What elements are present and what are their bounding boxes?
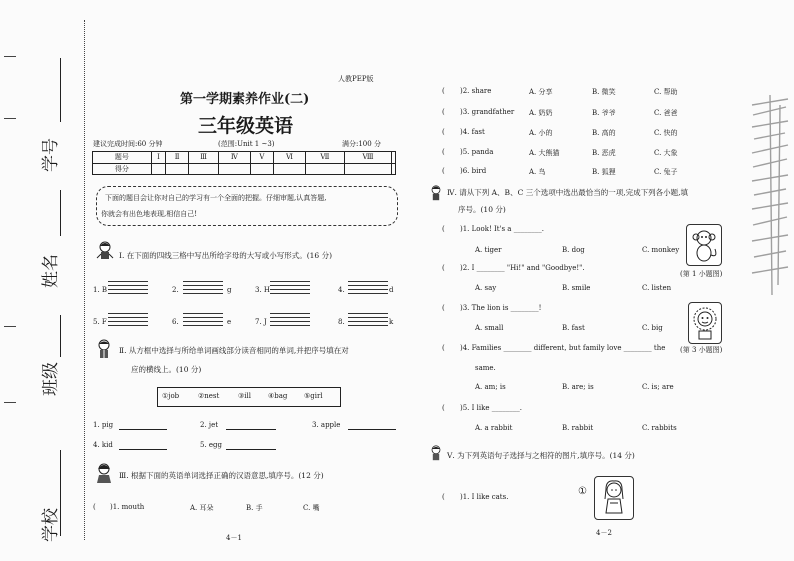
sec3-question: )4. fast: [460, 128, 485, 136]
student-icon: [428, 443, 444, 463]
four-line-grid[interactable]: [108, 313, 148, 327]
scan-artifact: [750, 95, 790, 295]
score-cell: 得分: [93, 163, 152, 175]
sec4-question: )4. Families ________ different, but family love ________ the: [460, 344, 666, 352]
sec4-option-b: B. smile: [562, 284, 591, 292]
q4-letter: d: [389, 286, 394, 294]
page-title: 三年级英语: [198, 115, 294, 137]
bracket-open[interactable]: (: [93, 503, 96, 511]
girl-icon: [595, 477, 633, 519]
four-line-grid[interactable]: [270, 281, 310, 295]
score-cell[interactable]: [344, 163, 391, 175]
section-4-heading-2: 序号。(10 分): [458, 205, 506, 214]
word-option: ⑤girl: [304, 392, 323, 400]
four-line-grid[interactable]: [348, 281, 388, 295]
section-2-heading-1: Ⅱ. 从方框中选择与所给单词画线部分读音相同的单词,并把序号填在对: [119, 346, 349, 355]
class-label: 班级: [41, 362, 61, 396]
sec2-item: 4. kid: [93, 441, 113, 449]
q7-label: 7. J: [255, 318, 267, 326]
score-cell[interactable]: [219, 163, 250, 175]
sec3-question: )1. mouth: [110, 503, 145, 511]
lion-icon: [689, 303, 721, 343]
girl-picture: [594, 476, 634, 520]
sec3-option-b: B. 手: [246, 504, 263, 512]
school-label: 学校: [41, 508, 61, 542]
sec3-question: )2. share: [460, 87, 492, 95]
sec4-option-c: C. listen: [642, 284, 672, 292]
bracket-open[interactable]: (: [442, 304, 445, 312]
name-label: 姓名: [41, 254, 61, 288]
q8-label: 8.: [338, 318, 345, 326]
score-header-cell: Ⅳ: [219, 152, 250, 164]
section-4-heading-1: Ⅳ. 请从下列 A、B、C 三个选项中选出最恰当的一项,完成下列各小题,填: [447, 188, 688, 197]
section-1-heading: Ⅰ. 在下面的四线三格中写出所给字母的大写或小写形式。(16 分): [119, 251, 333, 260]
score-cell[interactable]: [188, 163, 218, 175]
section-2-heading-2: 应的横线上。(10 分): [131, 365, 202, 374]
sec5-question: )1. I like cats.: [460, 493, 509, 501]
time-hint: 建议完成时间:60 分钟: [93, 140, 163, 148]
sec2-item: 1. pig: [93, 421, 114, 429]
q4-label: 4.: [338, 286, 345, 294]
score-header-cell: Ⅷ: [344, 152, 391, 164]
sec3-option-b: B. 爷爷: [592, 109, 616, 117]
sec4-question: )3. The lion is ________!: [460, 304, 542, 312]
sec3-option-c: C. 大象: [654, 149, 678, 157]
bracket-open[interactable]: (: [442, 128, 445, 136]
sec4-option-a: A. am; is: [475, 383, 506, 391]
sec4-option-b: B. dog: [562, 246, 585, 254]
lion-picture: [688, 302, 722, 344]
four-line-grid[interactable]: [183, 281, 223, 295]
number-label: 学号: [41, 138, 61, 172]
monkey-icon: [687, 225, 721, 265]
student-icon: [428, 183, 444, 203]
word-option-box: [157, 387, 341, 407]
sec4-option-b: B. fast: [562, 324, 585, 332]
sec4-option-c: C. is; are: [642, 383, 674, 391]
score-header-cell: Ⅲ: [188, 152, 218, 164]
sec3-option-c: C. 快的: [654, 129, 678, 137]
score-header-cell: [392, 152, 396, 164]
sec4-option-c: C. big: [642, 324, 663, 332]
bracket-open[interactable]: (: [442, 493, 445, 501]
score-header-cell: Ⅴ: [250, 152, 274, 164]
q6-letter: e: [227, 318, 232, 326]
four-line-grid[interactable]: [270, 313, 310, 327]
score-header-cell: Ⅵ: [274, 152, 305, 164]
sec3-option-c: C. 爸爸: [654, 109, 678, 117]
right-page-number: 4－2: [596, 529, 612, 537]
monkey-picture: [686, 224, 722, 266]
word-option: ①job: [162, 392, 180, 400]
binding-tick-marks: [4, 0, 20, 561]
score-header-cell: Ⅰ: [151, 152, 166, 164]
sec4-option-a: A. small: [475, 324, 504, 332]
number-line: [60, 58, 61, 122]
sec2-item: 2. jet: [200, 421, 219, 429]
bracket-open[interactable]: (: [442, 225, 445, 233]
score-cell[interactable]: [250, 163, 274, 175]
q5-label: 5. F: [93, 318, 107, 326]
score-table: [92, 151, 396, 175]
caption-3: (第 3 小题图): [680, 346, 723, 354]
answer-blank[interactable]: [226, 429, 276, 430]
sec3-option-c: C. 兔子: [654, 168, 678, 176]
sec3-option-b: B. 恶虎: [592, 149, 616, 157]
class-line: [60, 315, 61, 357]
sec3-option-a: A. 鸟: [529, 168, 546, 176]
sec3-option-a: A. 大熊猫: [529, 149, 560, 157]
four-line-grid[interactable]: [108, 281, 148, 295]
sec4-question: )5. I like ________.: [460, 404, 522, 412]
bracket-open[interactable]: (: [442, 167, 445, 175]
full-score: 满分:100 分: [342, 140, 381, 148]
left-page-number: 4－1: [226, 534, 242, 542]
student-icon: [95, 240, 115, 262]
notice-line-1: 下面的题目会让你对自己的学习有一个全面的把握。仔细审题,认真答题,: [105, 194, 327, 202]
sec4-option-a: A. say: [475, 284, 497, 292]
four-line-grid[interactable]: [183, 313, 223, 327]
sec4-question: )1. Look! It's a ________.: [460, 225, 544, 233]
sec3-option-a: A. 耳朵: [190, 504, 214, 512]
score-header-cell: 题号: [93, 152, 152, 164]
q2-letter: g: [227, 286, 232, 294]
word-option: ②nest: [198, 392, 220, 400]
sec3-option-b: B. 微笑: [592, 88, 616, 96]
binding-dotted-line: [84, 20, 85, 540]
sec4-option-a: A. tiger: [475, 246, 502, 254]
score-cell[interactable]: [305, 163, 344, 175]
bracket-open[interactable]: (: [442, 404, 445, 412]
answer-blank[interactable]: [119, 429, 167, 430]
sec4-option-c: C. monkey: [642, 246, 680, 254]
q3-label: 3. H: [255, 286, 271, 294]
sec3-option-a: A. 奶奶: [529, 109, 553, 117]
score-cell[interactable]: [166, 163, 189, 175]
sec3-option-c: C. 嘴: [303, 504, 320, 512]
answer-blank[interactable]: [226, 449, 276, 450]
answer-blank[interactable]: [119, 449, 167, 450]
score-cell[interactable]: [392, 163, 396, 175]
notice-line-2: 你就会有出色地表现,相信自己!: [101, 210, 198, 218]
notice-box: [96, 186, 398, 226]
q1-label: 1. B: [93, 286, 108, 294]
sec3-option-b: B. 高的: [592, 129, 616, 137]
sec2-item: 5. egg: [200, 441, 223, 449]
sec3-question: )5. panda: [460, 148, 494, 156]
sec4-option-a: A. a rabbit: [475, 424, 513, 432]
unit-range: (范围:Unit 1 ~3): [218, 140, 275, 148]
section-3-heading: Ⅲ. 根据下面的英语单词选择正确的汉语意思,填序号。(12 分): [119, 471, 324, 480]
edition-label: 人教PEP版: [338, 75, 374, 83]
picture-number: ①: [578, 486, 587, 497]
series-title: 第一学期素养作业(二): [180, 92, 310, 107]
bracket-open[interactable]: (: [442, 344, 445, 352]
name-line: [60, 190, 61, 236]
sec4-option-c: C. rabbits: [642, 424, 677, 432]
q6-label: 6.: [172, 318, 179, 326]
sec3-question: )6. bird: [460, 167, 487, 175]
bracket-open[interactable]: (: [442, 264, 445, 272]
score-header-cell: Ⅱ: [166, 152, 189, 164]
word-option: ④bag: [268, 392, 288, 400]
caption-1: (第 1 小题图): [680, 270, 723, 278]
sec4-question-cont: same.: [475, 364, 496, 372]
answer-blank[interactable]: [348, 429, 396, 430]
student-icon: [94, 338, 114, 360]
school-line: [60, 450, 61, 536]
sec3-option-c: C. 帮助: [654, 88, 678, 96]
student-icon: [94, 462, 114, 484]
sec3-option-a: A. 小的: [529, 129, 553, 137]
q2-label: 2.: [172, 286, 179, 294]
bracket-open[interactable]: (: [442, 108, 445, 116]
sec4-option-b: B. are; is: [562, 383, 594, 391]
sec3-option-a: A. 分享: [529, 88, 553, 96]
sec4-question: )2. I ________ "Hi!" and "Goodbye!".: [460, 264, 585, 272]
section-5-heading: Ⅴ. 为下列英语句子选择与之相符的图片,填序号。(14 分): [447, 451, 635, 460]
sec4-option-b: B. rabbit: [562, 424, 594, 432]
word-option: ③ill: [238, 392, 251, 400]
q8-letter: k: [389, 318, 394, 326]
four-line-grid[interactable]: [348, 313, 388, 327]
score-header-cell: Ⅶ: [305, 152, 344, 164]
sec2-item: 3. apple: [312, 421, 341, 429]
sec3-question: )3. grandfather: [460, 108, 515, 116]
score-cell[interactable]: [151, 163, 166, 175]
bracket-open[interactable]: (: [442, 87, 445, 95]
sec3-option-b: B. 狐狸: [592, 168, 616, 176]
score-cell[interactable]: [274, 163, 305, 175]
bracket-open[interactable]: (: [442, 148, 445, 156]
